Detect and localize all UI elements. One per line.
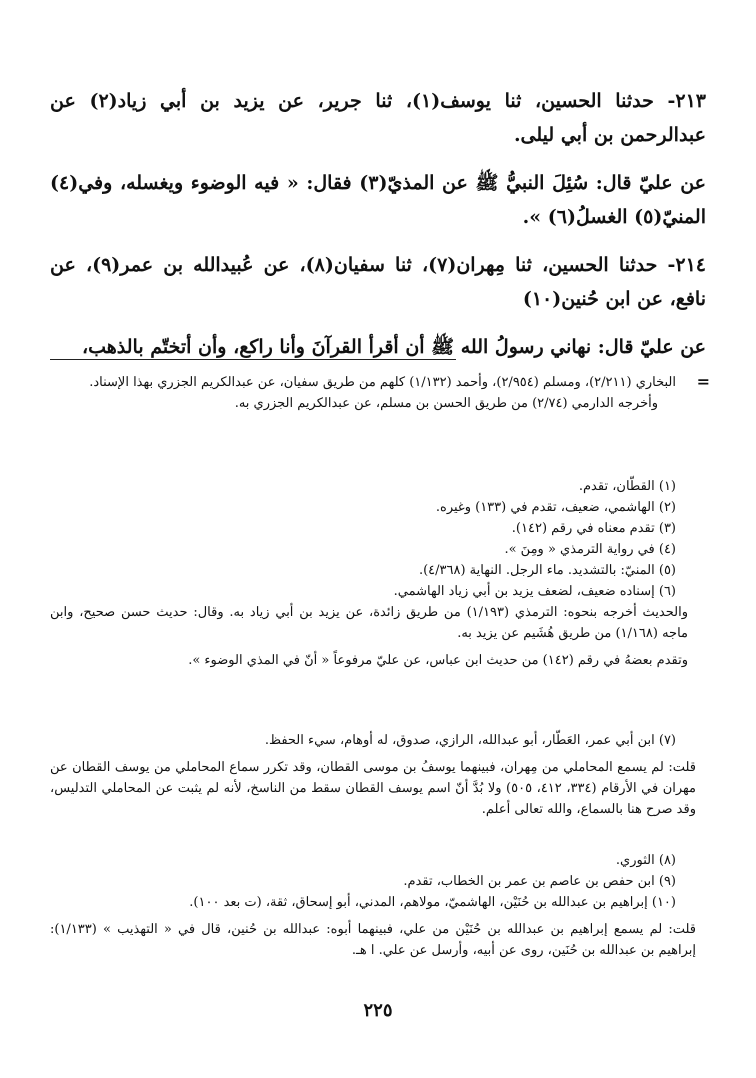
footnote-1: (١) القطّان، تقدم. xyxy=(578,479,676,494)
footnote-10: (١٠) إبراهيم بن عبدالله بن حُنَيْن، الهاشميّ، مولاهم، المدني، أبو إسحاق، ثقة، (ت بعد ١٠٠). xyxy=(189,895,676,910)
footnote-6: (٦) إسناده ضعيف، لضعف يزيد بن أبي زياد الهاشمي. xyxy=(393,584,676,599)
footnote-2: (٢) الهاشمي، ضعيف، تقدم في (١٣٣) وغيره. xyxy=(435,500,676,515)
hadith-214-isnad: ٢١٤- حدثنا الحسين، ثنا مِهران(٧)، ثنا سفيان(٨)، عن عُبيدالله بن عمر(٩)، عن نافع، عن ابن حُنين(١٠) xyxy=(50,254,707,310)
footnote-5: (٥) المنيّ: بالتشديد. ماء الرجل. النهاية (٤/٣٦٨). xyxy=(418,563,676,578)
footnote-paragraph: والحديث أخرجه بنحوه: الترمذي (١/١٩٣) من طريق زائدة، عن يزيد بن أبي زياد به. وقال: حديث حسن صحيح، وابن ماجه (١/١٦٨) من طريق هُشَيم عن يزيد به. xyxy=(50,605,688,641)
hadith-213-isnad: ٢١٣- حدثنا الحسين، ثنا يوسف(١)، ثنا جرير، عن يزيد بن أبي زياد(٢) عن عبدالرحمن بن أبي ليلى. xyxy=(50,90,706,146)
continuation-mark: = xyxy=(696,372,710,391)
footnote-3: (٣) تقدم معناه في رقم (١٤٢). xyxy=(511,521,676,536)
footnotes-group-2 xyxy=(50,730,706,820)
footnote-line: وأخرجه الدارمي (٢/٧٤) من طريق الحسن بن مسلم، عن عبدالكريم الجزري به. xyxy=(234,396,658,411)
footnotes-group-1 xyxy=(50,476,706,671)
footnotes-continued xyxy=(50,372,676,414)
footnote-paragraph: قلت: لم يسمع المحاملي من مِهران، فبينهما يوسفُ بن موسى القطان، وقد تكرر سماع المحاملي من يوسف القطان عن مهران في الأرقام (٣٣٤، ٤١٢، ٥٠٥) ولا بُدَّ أنّ اسم يوسف القطان سقط من الناسخ، لأنه لم يثبت عن المحاملي التدليس، وقد صرح هنا بالسماع، والله تعالى أعلم. xyxy=(50,760,697,817)
footnote-paragraph: وتقدم بعضهُ في رقم (١٤٢) من حديث ابن عباس، عن عليّ مرفوعاً « أنّ في المذي الوضوء ». xyxy=(188,653,688,668)
hadith-213-matn: عن عليّ قال: سُئِلَ النبيُّ ﷺ عن المذيّ(٣) فقال: « فيه الوضوء ويغسله، وفي(٤) المنيّ(٥) الغسلُ(٦) ». xyxy=(50,172,706,228)
book-page xyxy=(40,0,716,1078)
footnote-8: (٨) الثوري. xyxy=(615,853,676,868)
footnotes-group-3 xyxy=(50,850,706,961)
hadith-214-matn: عن عليّ قال: نهاني رسولُ الله ﷺ أن أقرأ القرآنَ وأنا راكع، وأن أتختّم بالذهب، xyxy=(81,336,706,358)
footnote-4: (٤) في رواية الترمذي « ومِنَ ». xyxy=(504,542,676,557)
footnote-9: (٩) ابن حفص بن عاصم بن عمر بن الخطاب، تقدم. xyxy=(403,874,676,889)
footnote-line: البخاري (٢/٢١١)، ومسلم (٢/٩٥٤)، وأحمد (١/١٣٢) كلهم من طريق سفيان، عن عبدالكريم الجزري بهذا الإسناد. xyxy=(89,375,676,390)
page-number: ٢٢٥ xyxy=(363,1000,393,1021)
footnote-7: (٧) ابن أبي عمر، العَطّار، أبو عبدالله، الرازي، صدوق، له أوهام، سيء الحفظ. xyxy=(264,733,676,748)
footnote-paragraph: قلت: لم يسمع إبراهيم بن عبدالله بن حُنَيْن من علي، فبينهما أبوه: عبدالله بن حُنين، قال في « التهذيب » (١/١٣٣): إبراهيم بن عبدالله بن حُنَين، روى عن أبيه، وأرسل عن علي. ا هـ. xyxy=(50,922,696,958)
main-text xyxy=(50,84,706,378)
footnote-separator xyxy=(50,359,456,360)
